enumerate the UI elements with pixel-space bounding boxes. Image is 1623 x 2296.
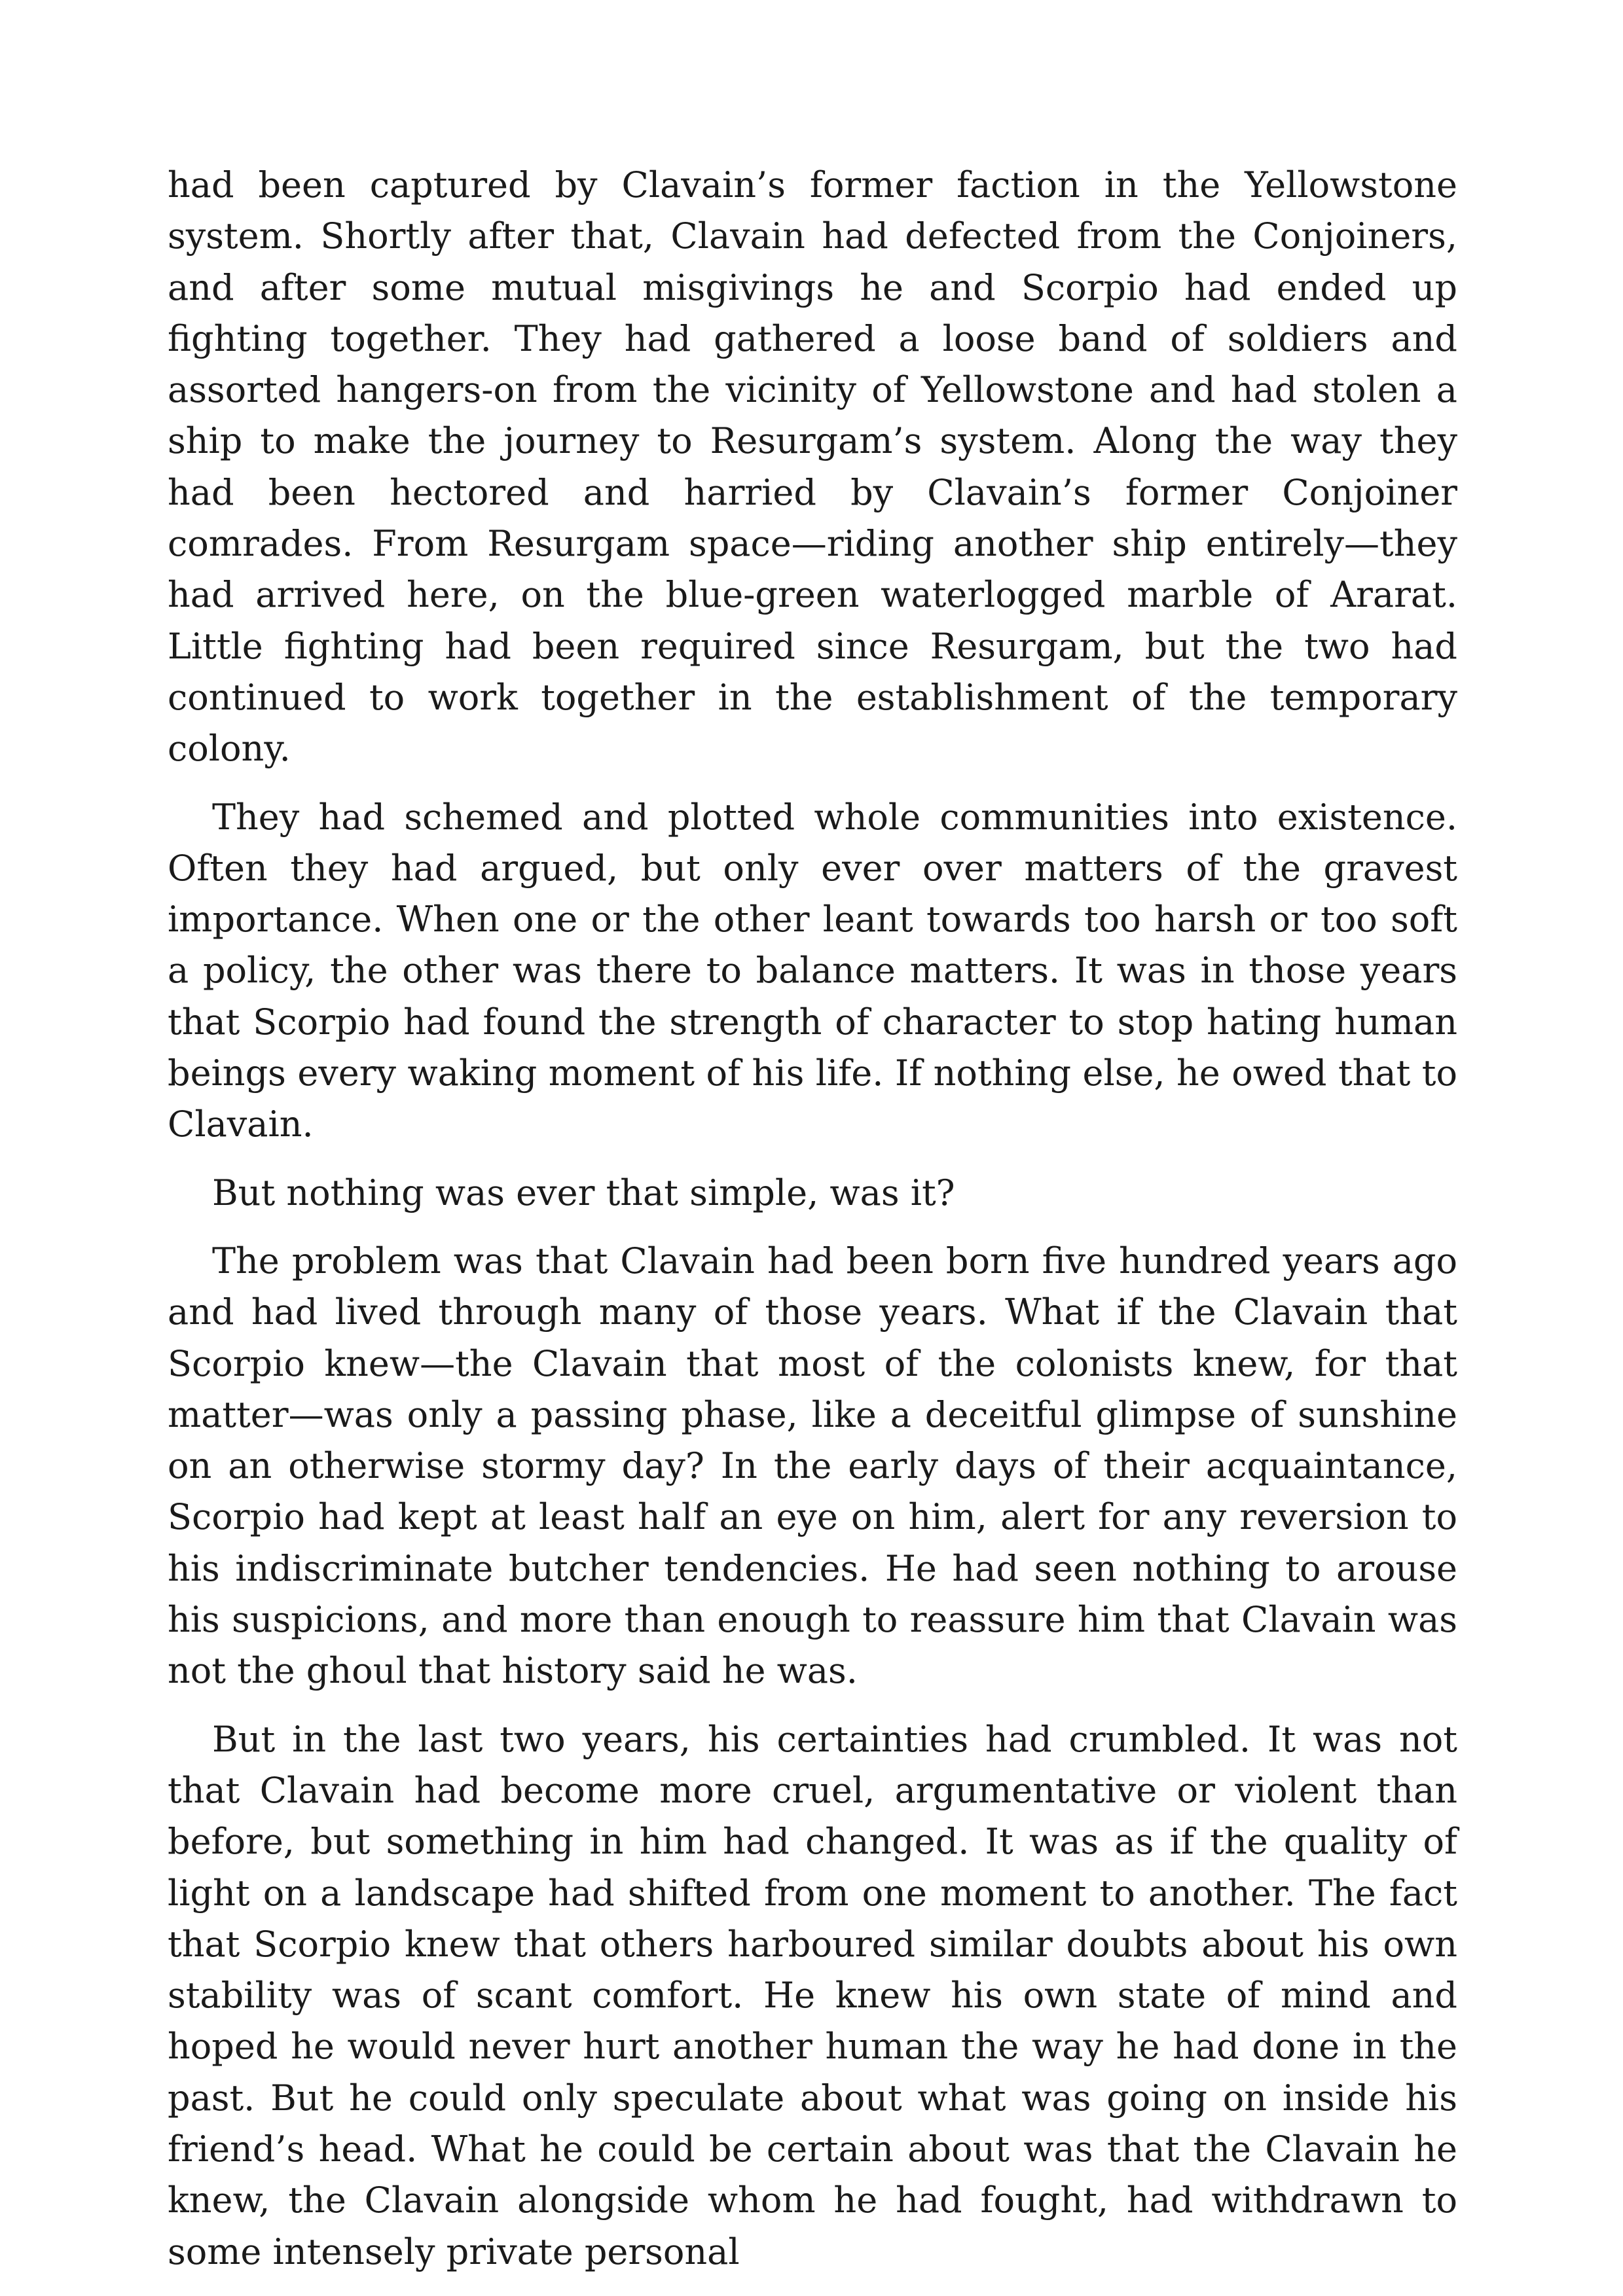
paragraph-2: They had schemed and plotted whole communities into existence. Often they had argued, but only ever over matters of the gravest importance. When one or the other leant towards too harsh or too soft a policy, the other was there to balance matters. It was in those years that Scorpio had found the strength of character to stop hating human beings every waking moment of his life. If nothing else, he owed that to Clavain. [168, 796, 1457, 1145]
paragraph-3: But nothing was ever that simple, was it? [212, 1172, 955, 1213]
paragraph-1: had been captured by Clavain’s former faction in the Yellowstone system. Shortly after that, Clavain had defected from the Conjoiners, and after some mutual misgivings he and Scorpio had ended up fighting together. They had gathered a loose band of soldiers and assorted hangers-on from the vicinity of Yellowstone and had stolen a ship to make the journey to Resurgam’s system. Along the way they had been hectored and harried by Clavain’s former Conjoiner comrades. From Resurgam space—riding another ship entirely—they had arrived here, on the blue-green waterlogged marble of Ararat. Little fighting had been required since Resurgam, but the two had continued to work together in the establishment of the temporary colony. [168, 164, 1457, 770]
paragraph-4: The problem was that Clavain had been born five hundred years ago and had lived through many of those years. What if the Clavain that Scorpio knew—the Clavain that most of the colonists knew, for that matter—was only a passing phase, like a deceitful glimpse of sunshine on an otherwise stormy day? In the early days of their acquaintance, Scorpio had kept at least half an eye on him, alert for any reversion to his indiscriminate butcher tendencies. He had seen nothing to arouse his suspicions, and more than enough to reassure him that Clavain was not the ghoul that history said he was. [168, 1240, 1457, 1692]
body-text [168, 160, 1457, 2278]
paragraph-5: But in the last two years, his certainties had crumbled. It was not that Clavain had become more cruel, argumentative or violent than before, but something in him had changed. It was as if the quality of light on a landscape had shifted from one moment to another. The fact that Scorpio knew that others harboured similar doubts about his own stability was of scant comfort. He knew his own state of mind and hoped he would never hurt another human the way he had done in the past. But he could only speculate about what was going on inside his friend’s head. What he could be certain about was that the Clavain he knew, the Clavain alongside whom he had fought, had withdrawn to some intensely private personal [168, 1718, 1457, 2272]
